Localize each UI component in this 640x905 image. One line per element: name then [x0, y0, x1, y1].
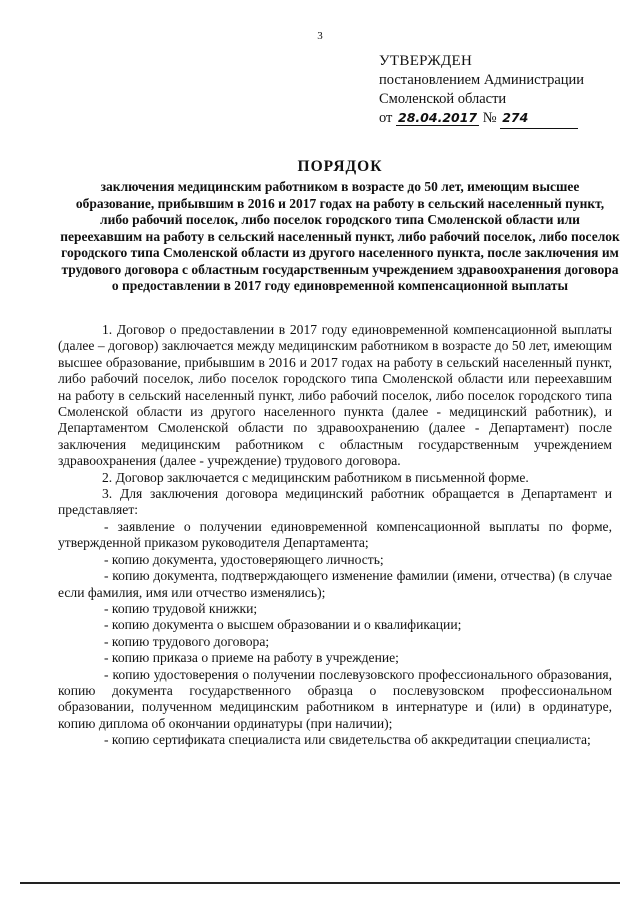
document-subtitle: заключения медицинским работником в возрасте до 50 лет, имеющим высшее образование, прибывшим в 2016 и 2017 годах на работу в сельский населенный пункт, либо рабочий поселок, либо поселок городского типа Смоленской области или переехавшим на работу в сельский населенный пункт, либо рабочий поселок, либо поселок городского типа Смоленской области из другого населенного пункта, после заключения им трудового договора с областным государственным учреждением здравоохранения договора о предоставлении в 2017 году единовременной компенсационной выплаты: [60, 179, 620, 293]
list-item: - копию приказа о приеме на работу в учреждение;: [104, 650, 399, 666]
list-item: - копию трудовой книжки;: [104, 600, 258, 616]
page-number: 3: [317, 30, 323, 42]
paragraph-3: 3. Для заключения договора медицинский работник обращается в Департамент и представляет:: [58, 486, 612, 518]
list-item: - заявление о получении единовременной компенсационной выплаты по форме, утвержденной приказом руководителя Департамента;: [58, 518, 612, 551]
paragraph-1: 1. Договор о предоставлении в 2017 году единовременной компенсационной выплаты (далее – договор) заключается между медицинским работником в возрасте до 50 лет, имеющим высшее образование, прибывшим в 2016 и 2017 годах на работу в сельский населенный пункт, либо рабочий поселок, либо поселок городского типа Смоленской области или переехавшим на работу в сельский населенный пункт, либо рабочий поселок, либо поселок городского типа Смоленской области из другого населенного пункта (далее - медицинский работник), и Департаментом Смоленской области по здравоохранению (далее - Департамент) после заключения медицинским работником с областным государственным учреждением здравоохранения (далее - учреждение) трудового договора.: [58, 322, 612, 469]
document-title: ПОРЯДОК: [297, 158, 383, 175]
approval-line-1: постановлением Администрации: [379, 72, 585, 88]
handwritten-date: 28.04.2017: [398, 110, 478, 125]
approval-line-2: Смоленской области: [379, 91, 507, 107]
list-item: - копию документа, подтверждающего изменение фамилии (имени, отчества) (в случае если фамилия, имя или отчество изменялись);: [58, 568, 612, 600]
number-prefix: №: [482, 110, 497, 126]
document-heading: [60, 158, 620, 295]
list-item: - копию удостоверения о получении послевузовского профессионального образования, копию документа государственного образца о послевузовском профессиональном образовании, полученном медицинским работником в интернатуре и (или) в ординатуре, копию диплома об окончании ординатуры (при наличии);: [58, 666, 612, 731]
paragraph-2: 2. Договор заключается с медицинским работником в письменной форме.: [102, 469, 529, 485]
list-item: - копию трудового договора;: [104, 633, 270, 649]
approval-stamp-block: [379, 52, 629, 129]
list-item: - копию документа о высшем образовании и о квалификации;: [104, 617, 462, 633]
number-field: [500, 109, 578, 129]
bottom-divider: [20, 882, 620, 884]
approval-date-line: [379, 109, 629, 129]
list-item: - копию сертификата специалиста или свидетельства об аккредитации специалиста;: [104, 732, 591, 748]
list-item: - копию документа, удостоверяющего личность;: [104, 551, 384, 567]
date-prefix: от: [379, 110, 393, 126]
handwritten-number: 274: [502, 110, 529, 125]
approval-heading: УТВЕРЖДЕН: [379, 53, 473, 69]
document-body: [58, 322, 612, 749]
